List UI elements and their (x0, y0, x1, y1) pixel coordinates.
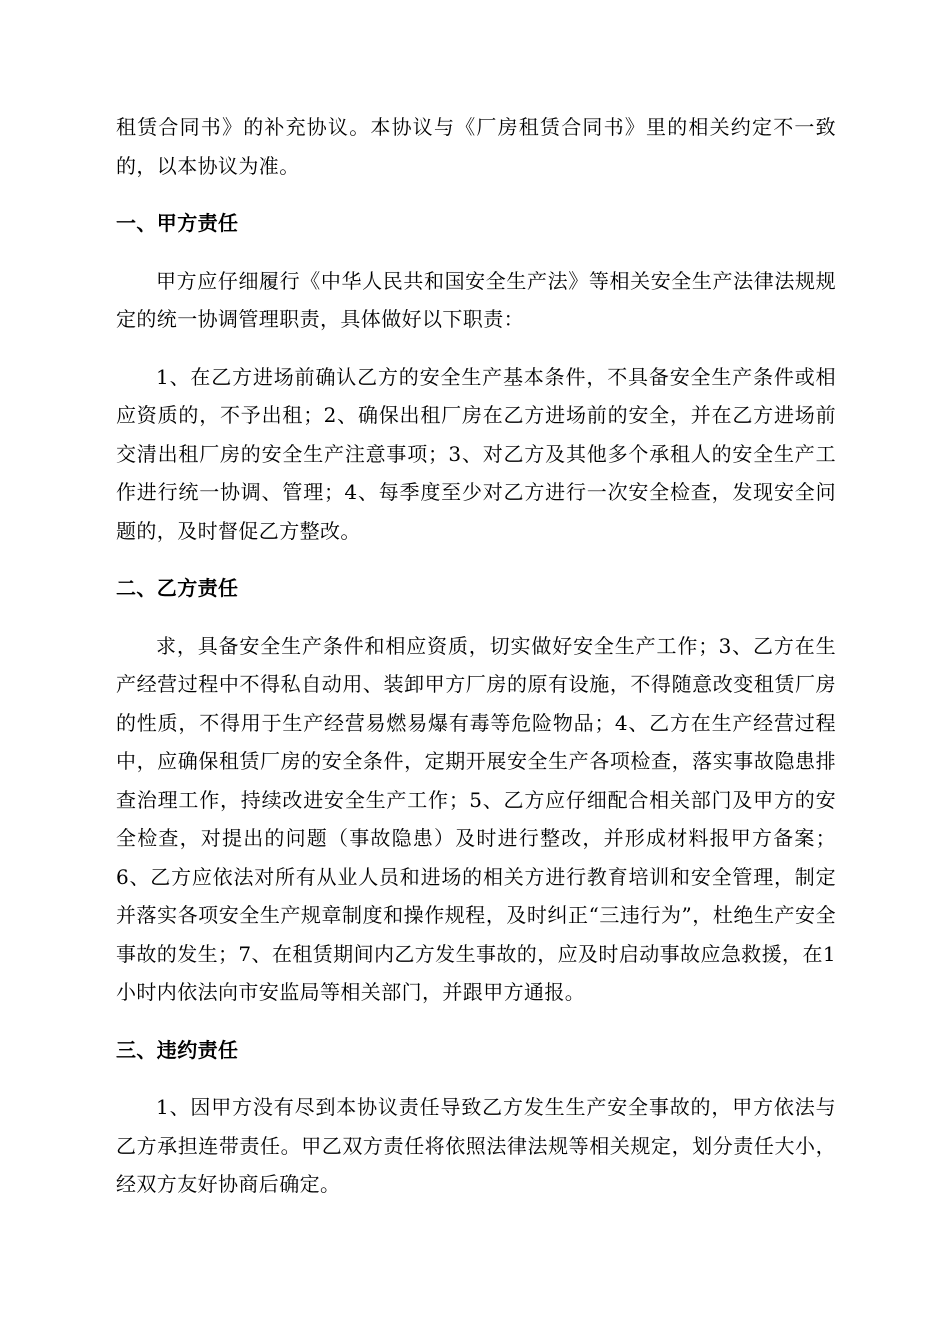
party-a-paragraph-1: 甲方应仔细履行《中华人民共和国安全生产法》等相关安全生产法律法规规定的统一协调管理职责，具体做好以下职责： (116, 268, 836, 331)
section-heading-breach: 三、违约责任 (116, 1037, 239, 1062)
intro-paragraph: 租赁合同书》的补充协议。本协议与《厂房租赁合同书》里的相关约定不一致的，以本协议为准。 (116, 115, 836, 178)
section-heading-party-b: 二、乙方责任 (116, 576, 239, 600)
breach-paragraph-1: 1、因甲方没有尽到本协议责任导致乙方发生生产安全事故的，甲方依法与乙方承担连带责任。甲乙双方责任将依照法律法规等相关规定，划分责任大小，经双方友好协商后确定。 (116, 1095, 836, 1196)
document-page (116, 108, 836, 1204)
section-heading-party-a: 一、甲方责任 (116, 211, 239, 235)
party-a-paragraph-2: 1、在乙方进场前确认乙方的安全生产基本条件，不具备安全生产条件或相应资质的，不予出租；2、确保出租厂房在乙方进场前的安全，并在乙方进场前交清出租厂房的安全生产注意事项；3、对乙方及其他多个承租人的安全生产工作进行统一协调、管理；4、每季度至少对乙方进行一次安全检查，发现安全问题的，及时督促乙方整改。 (116, 364, 836, 543)
party-b-paragraph-1: 求，具备安全生产条件和相应资质，切实做好安全生产工作；3、乙方在生产经营过程中不得私自动用、装卸甲方厂房的原有设施，不得随意改变租赁厂房的性质，不得用于生产经营易燃易爆有毒等危险物品；4、乙方在生产经营过程中，应确保租赁厂房的安全条件，定期开展安全生产各项检查，落实事故隐患排查治理工作，持续改进安全生产工作；5、乙方应仔细配合相关部门及甲方的安全检查，对提出的问题（事故隐患）及时进行整改，并形成材料报甲方备案；6、乙方应依法对所有从业人员和进场的相关方进行教育培训和安全管理，制定并落实各项安全生产规章制度和操作规程，及时纠正“三违行为”，杜绝生产安全事故的发生；7、在租赁期间内乙方发生事故的，应及时启动事故应急救援，在1小时内依法向市安监局等相关部门，并跟甲方通报。 (116, 633, 836, 1004)
